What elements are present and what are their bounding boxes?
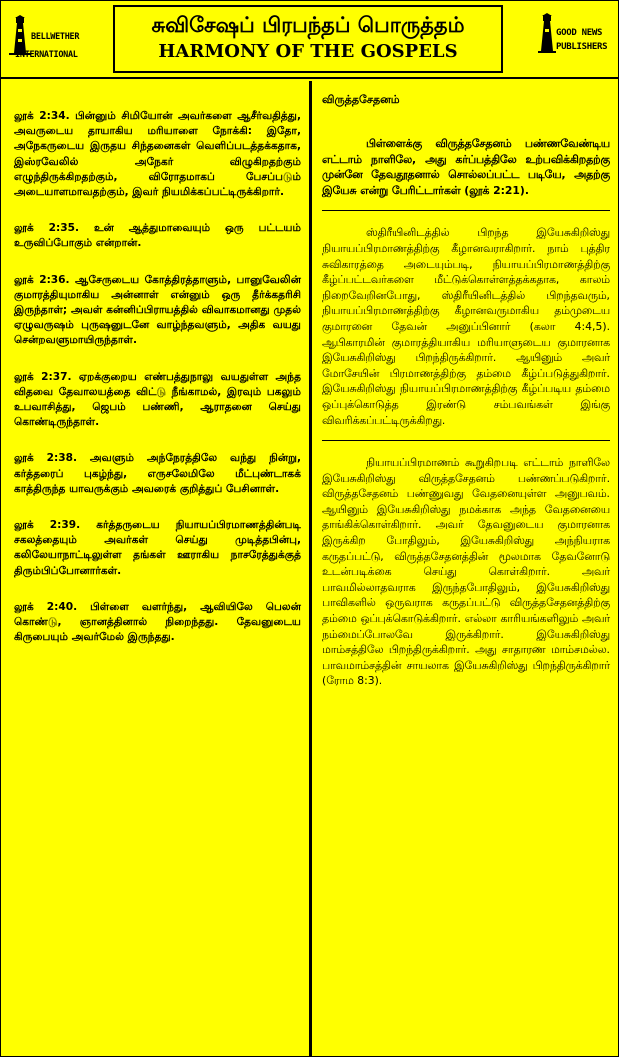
bellwether-logo xyxy=(9,9,99,71)
header xyxy=(1,1,618,79)
verse-luke-2-38: லூக் 2:38. அவளும் அந்நேரத்திலே வந்து நின்று, கர்த்தரைப் புகழ்ந்து, எருசலேமிலே மீட்புண்டாகக் காத்திருந்த யாவருக்கும் அவரைக் குறித்துப் பேசினாள். xyxy=(14,452,301,495)
verse-luke-2-39: லூக் 2:39. கர்த்தருடைய நியாயப்பிரமாணத்தின்படி சகலத்தையும் அவர்கள் செய்து முடித்தபின்பு, கலிலேயாநாட்டிலுள்ள தங்கள் ஊராகிய நாசரேத்துக்குத் திரும்பிப்போனார்கள். xyxy=(14,519,301,577)
divider xyxy=(322,210,610,211)
verse-luke-2-36: லூக் 2:36. ஆசேருடைய கோத்திரத்தாளும், பானுவேலின் குமாரத்தியுமாகிய அன்னாள் என்னும் ஒரு தீர்க்கதரிசி இருந்தாள்; அவள் கன்னிப்பிராயத்தில் விவாகமானது முதல் ஏழுவருஷம் புருஷனுடனே வாழ்ந்தவளும், அதிக வயது சென்றவளுமாயிருந்தாள். xyxy=(14,273,301,347)
right-column-commentary xyxy=(310,81,618,1056)
section-heading: விருத்தசேதனம் xyxy=(322,93,400,106)
divider xyxy=(322,440,610,441)
verse-luke-2-35: லூக் 2:35. உன் ஆத்துமாவையும் ஒரு பட்டயம் உருவிப்போகும் என்றான். xyxy=(14,222,301,250)
left-column-scripture xyxy=(2,81,311,1056)
logo-left-line1: BELLWETHER xyxy=(31,32,80,42)
intro-paragraph: பிள்ளைக்கு விருத்தசேதனம் பண்ணவேண்டிய எட்டாம் நாளிலே, அது கர்ப்பத்திலே உற்பவிக்கிறதற்கு முன்னே தேவதூதனால் சொல்லப்பட்ட படியே, அதற்கு இயேசு என்று பேரிட்டார்கள் (லூக் 2:21). xyxy=(322,137,610,197)
commentary-paragraph-2: நியாயப்பிரமாணம் கூறுகிறபடி எட்டாம் நாளிலே இயேசுகிறிஸ்து விருத்தசேதனம் பண்ணப்படுகிறார். விருத்தசேதனம் பண்ணுவது வேதனையுள்ள அனுபவம். ஆயினும் இயேசுகிறிஸ்து நமக்காக அந்த வேதனையை தாங்கிக்கொள்கிறார். அவர் தேவனுடைய குமாரனாக இருக்கிற போதிலும், இயேசுகிறிஸ்து அந்நியராக கருதப்பட்டு, விருத்தசேதனத்தின் மூலமாக தேவனோடு உடன்படிக்கை செய்து கொள்கிறார். அவர் பாவமில்லாதவராக இருந்தபோதிலும், இயேசுகிறிஸ்து பாவிகளில் ஒருவராக கருதப்பட்டு விருத்தசேதனத்திற்கு தம்மை ஒப்புக்கொடுக்கிறார். எல்லா காரியங்களிலும் அவர் நம்மைப்போலவே இருக்கிறார். இயேசுகிறிஸ்து மாம்சத்திலே பிறந்திருக்கிறார். அது சாதாரண மாம்சமல்ல. பாவமாம்சத்தின் சாயலாக இயேசுகிறிஸ்து பிறந்திருக்கிறார் (ரோம 8:3). xyxy=(322,456,610,688)
lighthouse-icon xyxy=(538,13,556,53)
page-title-tamil: சுவிசேஷப் பிரபந்தப் பொருத்தம் xyxy=(151,13,465,37)
commentary-paragraph-1: ஸ்திரீயினிடத்தில் பிறந்த இயேசுகிறிஸ்து நியாயப்பிரமாணத்திற்கு கீழானவராகிறார். நாம் புத்திர சுவிகாரத்தை அடையும்படி, நியாயப்பிரமாணத்திற்கு கீழ்ப்பட்டவர்களை மீட்டுக்கொள்ளத்தக்கதாக, காலம் நிறைவேறினபோது, ஸ்திரீயினிடத்தில் பிறந்தவரும், நியாயப்பிரமாணத்திற்கு கீழானவருமாகிய தம்முடைய குமாரனை தேவன் அனுப்பினார் (கலா 4:4,5). ஆபிகாரமின் குமாரத்தியாகிய மரியாளுடைய குமாரனாக இயேசுகிறிஸ்து பிறந்திருக்கிறார். ஆயினும் அவர் மோசேயின் பிரமாணத்திற்கு தம்மை கீழ்ப்படுத்துகிறார். இயேசுகிறிஸ்து நியாயப்பிரமாணத்திற்கு கீழ்ப்படிய தம்மை ஒப்புக்கொடுத்த இரண்டு சம்பவங்கள் இங்கு விவரிக்கப்பட்டிருக்கிறது. xyxy=(322,226,610,427)
logo-right-line1: GOOD NEWS xyxy=(556,28,603,38)
good-news-logo xyxy=(538,9,610,71)
verse-luke-2-37: லூக் 2:37. ஏறக்குறைய எண்பத்துநாலு வயதுள்ள அந்த விதவை தேவாலயத்தை விட்டு நீங்காமல், இரவும் பகலும் உபவாசித்து, ஜெபம் பண்ணி, ஆராதனை செய்து கொண்டிருந்தாள். xyxy=(14,370,301,429)
logo-left-line2: INTERNATIONAL xyxy=(15,50,78,60)
verse-luke-2-34: லூக் 2:34. பின்னும் சிமியோன் அவர்களை ஆசீர்வதித்து, அவருடைய தாயாகிய மரியாளை நோக்கி: இதோ, அநேகருடைய இருதய சிந்தனைகள் வெளிப்படத்தக்கதாக, இஸ்ரவேலில் அநேகர் விழுகிறதற்கும் எழுந்திருக்கிறதற்கும், விரோதமாகப் பேசப்படும் அடையாளமாவதற்கும், இவர் நியமிக்கப்பட்டிருக்கிறார். xyxy=(14,110,301,199)
verse-luke-2-40: லூக் 2:40. பிள்ளை வளர்ந்து, ஆவியிலே பெலன் கொண்டு, ஞானத்தினால் நிறைந்தது. தேவனுடைய கிருபையும் அவர்மேல் இருந்தது. xyxy=(14,600,301,644)
logo-right-line2: PUBLISHERS xyxy=(556,42,608,52)
page-title-english: HARMONY OF THE GOSPELS xyxy=(158,41,458,62)
title-box xyxy=(113,5,503,73)
